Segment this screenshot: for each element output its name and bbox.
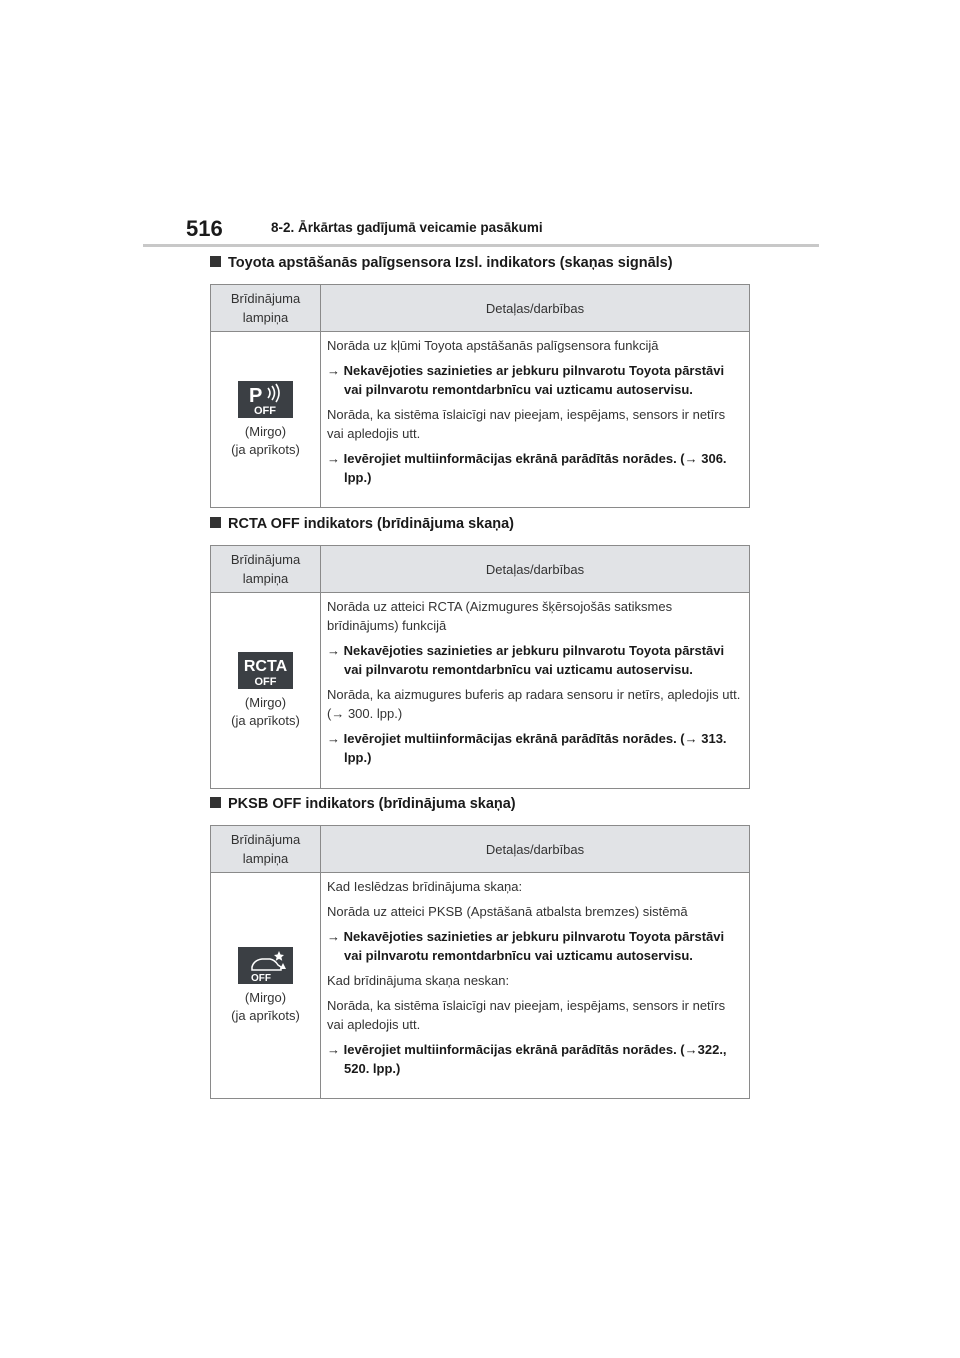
section-title-pksb: PKSB OFF indikators (brīdinājuma skaņa): [210, 796, 516, 812]
action-text: → Ievērojiet multiinformācijas ekrānā parādītās norādes. (→ 306. lpp.): [327, 451, 727, 485]
details-cell: [321, 593, 750, 789]
table-row: [211, 593, 750, 789]
col-header-details: Detaļas/darbības: [321, 546, 750, 593]
action-text: → Nekavējoties sazinieties ar jebkuru pilnvarotu Toyota pārstāvi vai pilnvarotu remontdarbnīcu vai uzticamu autoservisu.: [327, 643, 725, 677]
col-header-lamp: Brīdinājuma lampiņa: [211, 285, 321, 332]
detail-text: Norāda uz atteici RCTA (Aizmugures šķērsojošās satiksmes brīdinājums) funkcijā: [327, 599, 673, 633]
lamp-cell: P OFF (Mirgo) (ja aprīkots): [211, 332, 321, 508]
chapter-title: 8-2. Ārkārtas gadījumā veicamie pasākumi: [271, 220, 543, 235]
detail-text: Norāda uz atteici PKSB (Apstāšanā atbalsta bremzes) sistēmā: [327, 904, 688, 919]
warning-table-pksb: [210, 825, 750, 1099]
table-header-row: [211, 285, 750, 332]
col-header-lamp: Brīdinājuma lampiņa: [211, 826, 321, 873]
details-cell: [321, 332, 750, 508]
section-title-rcta: RCTA OFF indikators (brīdinājuma skaņa): [210, 516, 514, 532]
square-bullet-icon: [210, 517, 221, 528]
svg-text:OFF: OFF: [254, 404, 276, 417]
table-row: [211, 873, 750, 1099]
action-text: → Nekavējoties sazinieties ar jebkuru pilnvarotu Toyota pārstāvi vai pilnvarotu remontdarbnīcu vai uzticamu autoservisu.: [327, 929, 725, 963]
warning-table-rcta: [210, 545, 750, 789]
detail-text: Norāda, ka sistēma īslaicīgi nav pieejam, iespējams, sensors ir netīrs vai apledojis utt.: [327, 407, 726, 441]
detail-text: Norāda, ka aizmugures buferis ap radara sensoru ir netīrs, apledojis utt. (→ 300. lpp.): [327, 687, 741, 721]
table-header-row: [211, 826, 750, 873]
detail-text: Kad Ieslēdzas brīdinājuma skaņa:: [327, 879, 523, 894]
pksb-off-icon: [238, 947, 293, 984]
warning-table-parking-sensor: [210, 284, 750, 508]
col-header-details: Detaļas/darbības: [321, 826, 750, 873]
square-bullet-icon: [210, 256, 221, 267]
table-row: [211, 332, 750, 508]
section-title-parking-sensor: Toyota apstāšanās palīgsensora Izsl. indikators (skaņas signāls): [210, 255, 673, 271]
lamp-cell: RCTA OFF (Mirgo) (ja aprīkots): [211, 593, 321, 789]
detail-text: Norāda uz kļūmi Toyota apstāšanās palīgsensora funkcijā: [327, 338, 659, 353]
detail-text: Kad brīdinājuma skaņa neskan:: [327, 973, 510, 988]
header-divider: [143, 244, 819, 247]
action-text: → Ievērojiet multiinformācijas ekrānā parādītās norādes. (→322., 520. lpp.): [327, 1042, 727, 1076]
detail-text: Norāda, ka sistēma īslaicīgi nav pieejam, iespējams, sensors ir netīrs vai apledojis utt.: [327, 998, 726, 1032]
table-header-row: [211, 546, 750, 593]
rcta-off-icon: [238, 652, 293, 689]
action-text: → Ievērojiet multiinformācijas ekrānā parādītās norādes. (→ 313. lpp.): [327, 731, 727, 765]
parking-sensor-off-icon: [238, 381, 293, 418]
square-bullet-icon: [210, 797, 221, 808]
col-header-details: Detaļas/darbības: [321, 285, 750, 332]
lamp-cell: OFF (Mirgo) (ja aprīkots): [211, 873, 321, 1099]
col-header-lamp: Brīdinājuma lampiņa: [211, 546, 321, 593]
svg-text:OFF: OFF: [251, 972, 271, 984]
details-cell: [321, 873, 750, 1099]
svg-text:OFF: OFF: [254, 675, 277, 688]
svg-text:RCTA: RCTA: [243, 657, 288, 675]
page-number: 516: [186, 216, 223, 241]
action-text: → Nekavējoties sazinieties ar jebkuru pilnvarotu Toyota pārstāvi vai pilnvarotu remontdarbnīcu vai uzticamu autoservisu.: [327, 363, 725, 397]
svg-text:P: P: [249, 384, 263, 407]
